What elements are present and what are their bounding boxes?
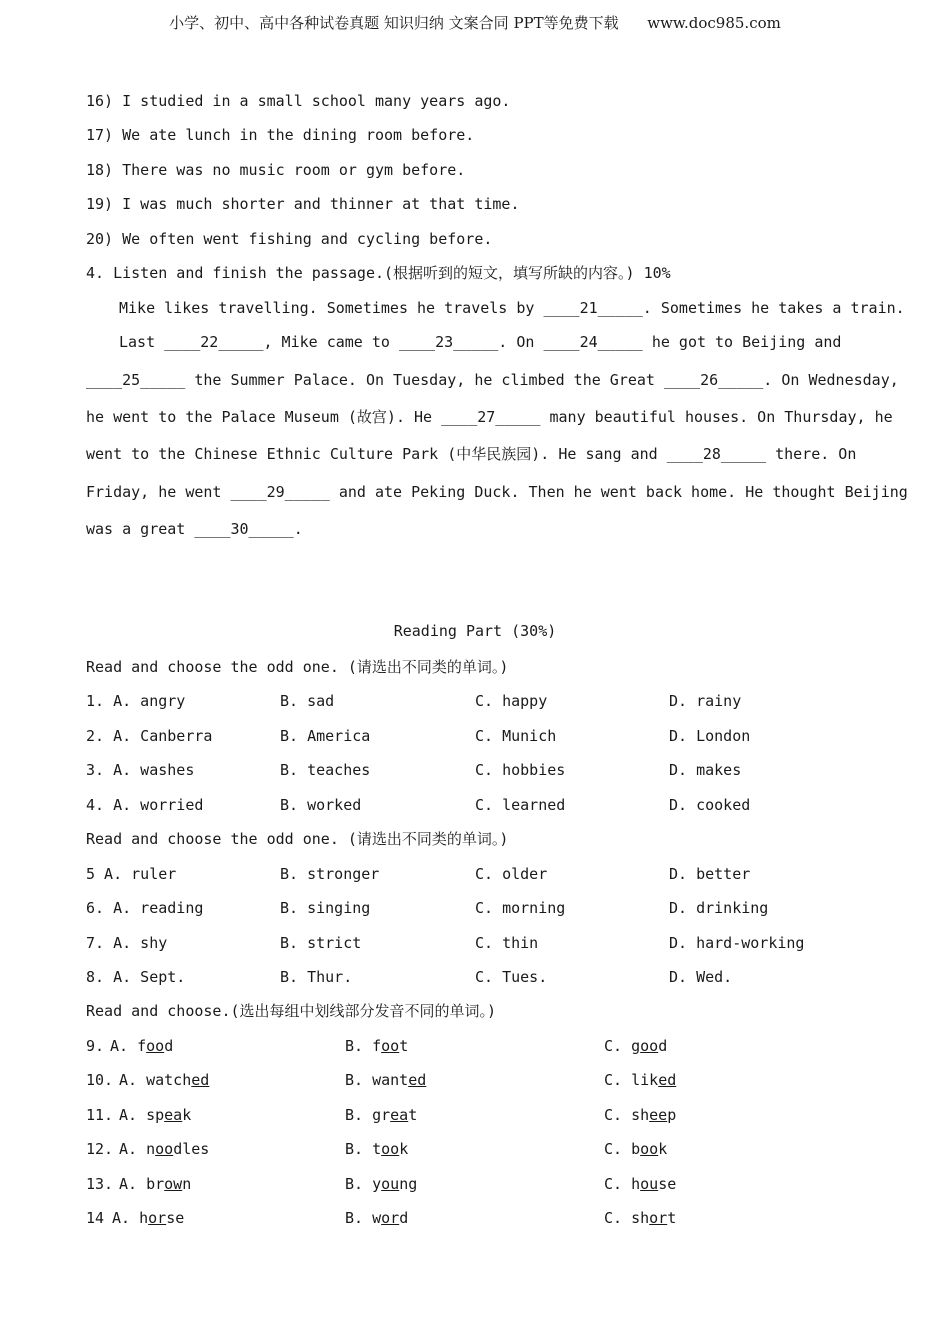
question-number: 12. (86, 1140, 114, 1158)
option-a: A. noodles (119, 1140, 210, 1158)
option-b: B. worked (280, 796, 362, 814)
passage-line: Mike likes travelling. Sometimes he travels by ____21_____. Sometimes he takes a train. (119, 299, 905, 317)
passage-line: ____25_____ the Summer Palace. On Tuesday, he climbed the Great ____26_____. On Wednesday, (86, 371, 899, 389)
option-c: C. good (604, 1037, 668, 1055)
option-d: D. better (669, 865, 751, 883)
statement-16: 16) I studied in a small school many years ago. (86, 92, 511, 110)
header-url: www.doc985.com (647, 14, 781, 32)
part1-instruction: Read and choose the odd one. (请选出不同类的单词。) (86, 658, 509, 676)
option-c: C. Munich (475, 727, 557, 745)
option-c: C. morning (475, 899, 566, 917)
page-header (0, 12, 950, 33)
option-c: C. book (604, 1140, 668, 1158)
part2-instruction: Read and choose the odd one. (请选出不同类的单词。) (86, 830, 509, 848)
option-c: C. happy (475, 692, 548, 710)
reading-title: Reading Part (30%) (393, 622, 557, 640)
option-c: C. liked (604, 1071, 677, 1089)
option-c: C. hobbies (475, 761, 566, 779)
question-number: 10. (86, 1071, 114, 1089)
option-d: D. cooked (669, 796, 751, 814)
option-a: 8. A. Sept. (86, 968, 186, 986)
header-text: 小学、初中、高中各种试卷真题 知识归纳 文案合同 PPT等免费下载 (169, 14, 619, 32)
option-d: D. Wed. (669, 968, 733, 986)
option-c: C. thin (475, 934, 539, 952)
option-c: C. short (604, 1209, 677, 1227)
option-a: 5 A. ruler (86, 865, 177, 883)
option-b: B. Thur. (280, 968, 353, 986)
passage-line: was a great ____30_____. (86, 520, 303, 538)
option-b: B. strict (280, 934, 362, 952)
option-a: 7. A. shy (86, 934, 168, 952)
option-d: D. makes (669, 761, 742, 779)
option-c: C. house (604, 1175, 677, 1193)
option-a: 2. A. Canberra (86, 727, 213, 745)
option-b: B. singing (280, 899, 371, 917)
option-a: A. speak (119, 1106, 192, 1124)
option-a: A. horse (112, 1209, 185, 1227)
option-a: A. food (110, 1037, 174, 1055)
option-a: A. brown (119, 1175, 192, 1193)
statement-18: 18) There was no music room or gym before. (86, 161, 466, 179)
option-b: B. took (345, 1140, 409, 1158)
passage-line: Friday, he went ____29_____ and ate Peking Duck. Then he went back home. He thought Beijing (86, 483, 908, 501)
passage-line: went to the Chinese Ethnic Culture Park (中华民族园). He sang and ____28_____ there. On (86, 445, 857, 463)
question-number: 13. (86, 1175, 114, 1193)
option-b: B. America (280, 727, 371, 745)
option-b: B. sad (280, 692, 335, 710)
passage-line: he went to the Palace Museum (故宫). He ____27_____ many beautiful houses. On Thursday, he (86, 408, 893, 426)
option-c: C. older (475, 865, 548, 883)
option-b: B. young (345, 1175, 418, 1193)
option-a: 6. A. reading (86, 899, 204, 917)
statement-20: 20) We often went fishing and cycling before. (86, 230, 493, 248)
option-a: 3. A. washes (86, 761, 195, 779)
option-b: B. wanted (345, 1071, 427, 1089)
statement-17: 17) We ate lunch in the dining room before. (86, 126, 475, 144)
option-b: B. stronger (280, 865, 380, 883)
option-a: 4. A. worried (86, 796, 204, 814)
option-d: D. drinking (669, 899, 769, 917)
question-number: 14 (86, 1209, 105, 1227)
option-c: C. sheep (604, 1106, 677, 1124)
question-number: 11. (86, 1106, 114, 1124)
option-a: A. watched (119, 1071, 210, 1089)
option-c: C. Tues. (475, 968, 548, 986)
option-b: B. teaches (280, 761, 371, 779)
part3-instruction: Read and choose.(选出每组中划线部分发音不同的单词。) (86, 1002, 497, 1020)
option-d: D. London (669, 727, 751, 745)
option-c: C. learned (475, 796, 566, 814)
statement-19: 19) I was much shorter and thinner at that time. (86, 195, 520, 213)
question-number: 9. (86, 1037, 105, 1055)
option-b: B. great (345, 1106, 418, 1124)
section4-title: 4. Listen and finish the passage.(根据听到的短文，填写所缺的内容。) 10% (86, 264, 671, 282)
option-d: D. hard-working (669, 934, 805, 952)
option-b: B. foot (345, 1037, 409, 1055)
option-b: B. word (345, 1209, 409, 1227)
option-d: D. rainy (669, 692, 742, 710)
passage-line: Last ____22_____, Mike came to ____23_____. On ____24_____ he got to Beijing and (119, 333, 842, 351)
option-a: 1. A. angry (86, 692, 186, 710)
